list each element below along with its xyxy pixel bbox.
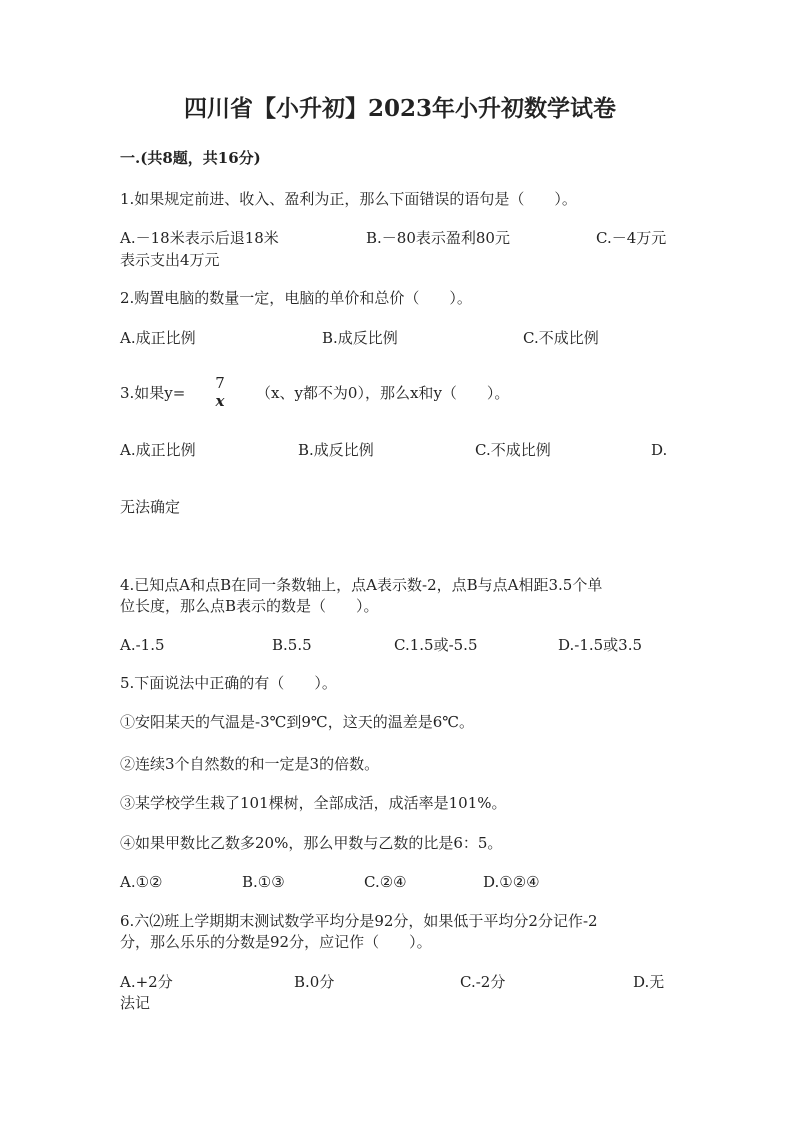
q3-option-b: B.成反比例 [298,441,374,459]
q6-option-a: A.+2分 [120,973,173,991]
q2-option-b: B.成反比例 [322,329,398,347]
q1-option-c-continued: 表示支出4万元 [120,251,220,269]
q5-option-c: C.②④ [364,873,407,891]
q6-option-c: C.-2分 [460,973,506,991]
q1-option-c: C.－4万元 [596,229,667,247]
q6-stem-line1: 6.六⑵班上学期期末测试数学平均分是92分，如果低于平均分2分记作-2 [120,912,598,930]
q5-statement-2: ②连续3个自然数的和一定是3的倍数。 [120,755,380,773]
q3-option-a: A.成正比例 [120,441,196,459]
q4-stem-line2: 位长度，那么点B表示的数是（ ）。 [120,597,379,615]
q4-option-b: B.5.5 [272,636,312,654]
q3-option-c: C.不成比例 [475,441,551,459]
q2-stem: 2.购置电脑的数量一定，电脑的单价和总价（ ）。 [120,289,472,307]
q4-stem-line1: 4.已知点A和点B在同一条数轴上，点A表示数-2，点B与点A相距3.5个单 [120,576,603,594]
q6-option-b: B.0分 [294,973,335,991]
q2-option-c: C.不成比例 [523,329,599,347]
q5-statement-1: ①安阳某天的气温是-3℃到9℃，这天的温差是6℃。 [120,713,475,731]
exam-title: 四川省【小升初】2023年小升初数学试卷 [183,95,616,122]
q3-option-d-continued: 无法确定 [120,498,181,516]
q3-fraction [213,374,227,410]
q6-option-d-continued: 法记 [120,994,151,1012]
q4-option-d: D.-1.5或3.5 [558,636,643,654]
q6-option-d: D.无 [633,973,665,991]
q5-option-b: B.①③ [242,873,285,891]
q3-option-d: D. [651,441,668,459]
q5-statement-3: ③某学校学生栽了101棵树，全部成活，成活率是101%。 [120,794,507,812]
q3-stem-suffix: （x、y都不为0），那么x和y（ ）。 [256,384,510,402]
q3-fraction-numerator: 7 [215,374,225,392]
q5-statement-4: ④如果甲数比乙数多20%，那么甲数与乙数的比是6：5。 [120,834,503,852]
q1-option-a: A.－18米表示后退18米 [120,229,279,247]
q3-stem-prefix: 3.如果y= [120,384,186,402]
q2-option-a: A.成正比例 [120,329,196,347]
q6-stem-line2: 分，那么乐乐的分数是92分，应记作（ ）。 [120,933,432,951]
q4-option-c: C.1.5或-5.5 [394,636,478,654]
q1-stem: 1.如果规定前进、收入、盈利为正，那么下面错误的语句是（ ）。 [120,190,577,208]
q3-fraction-denominator: x [215,392,225,410]
q4-option-a: A.-1.5 [120,636,165,654]
q1-option-b: B.－80表示盈利80元 [366,229,510,247]
q5-option-a: A.①② [120,873,163,891]
q5-stem: 5.下面说法中正确的有（ ）。 [120,674,337,692]
section-heading: 一.(共8题，共16分) [120,149,261,167]
q5-option-d: D.①②④ [483,873,540,891]
